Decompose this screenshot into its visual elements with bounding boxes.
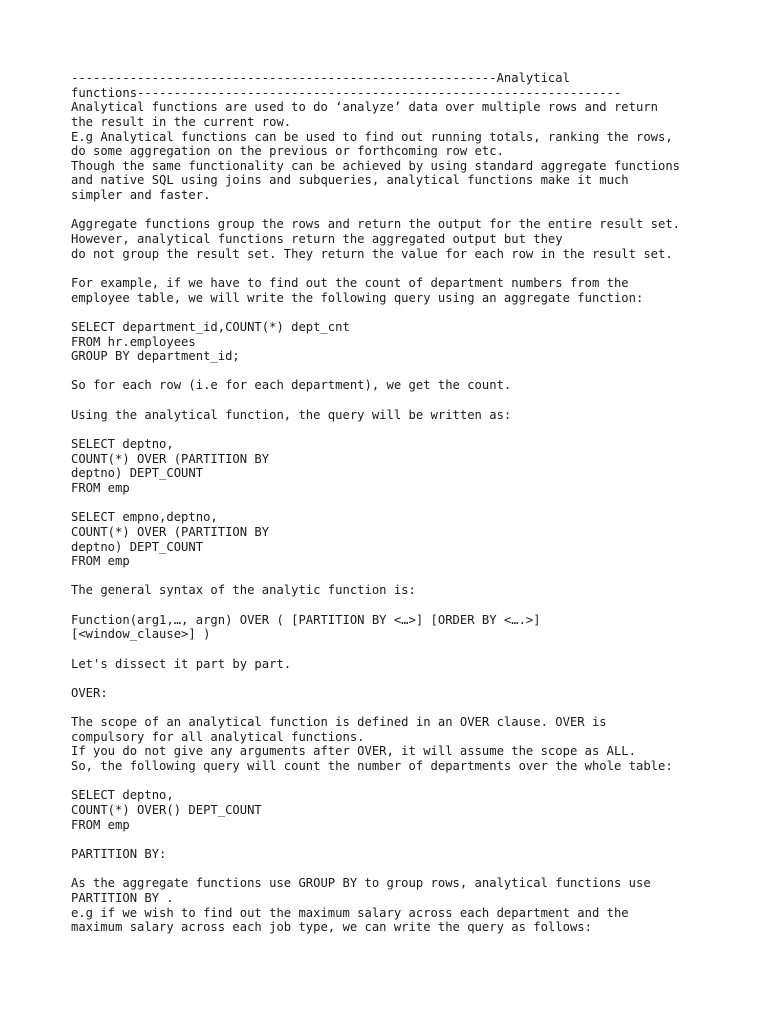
document-line: ----------------------------------------------------------Analytical — [71, 71, 570, 85]
document-line — [71, 598, 711, 613]
document-line — [71, 261, 711, 276]
document-line: OVER: — [71, 685, 108, 700]
document-line: As the aggregate functions use GROUP BY to group rows, analytical functions use — [71, 876, 651, 891]
document-line: functions------------------------------------------------------------------ — [71, 85, 622, 100]
document-line — [71, 422, 711, 437]
document-line — [71, 832, 711, 847]
document-line: Aggregate functions group the rows and return the output for the entire result set. — [71, 217, 681, 232]
document-line: For example, if we have to find out the count of department numbers from the — [71, 275, 629, 290]
document-line: FROM emp — [71, 817, 130, 832]
document-line — [71, 364, 711, 379]
document-line: The scope of an analytical function is defined in an OVER clause. OVER is — [71, 715, 607, 730]
document-line: [<window_clause>] ) — [71, 627, 211, 642]
document-line: the result in the current row. — [71, 114, 292, 129]
document-page — [71, 71, 711, 935]
document-line: FROM emp — [71, 480, 130, 495]
document-line: Analytical functions are used to do ‘analyze’ data over multiple rows and return — [71, 100, 658, 115]
document-line: GROUP BY department_id; — [71, 349, 240, 364]
document-line: employee table, we will write the following query using an aggregate function: — [71, 290, 644, 305]
document-line: PARTITION BY: — [71, 846, 167, 861]
document-line: Function(arg1,…, argn) OVER ( [PARTITION BY <…>] [ORDER BY <….>] — [71, 612, 541, 627]
document-line: e.g if we wish to find out the maximum salary across each department and the — [71, 905, 629, 920]
document-line — [71, 496, 711, 511]
document-line: and native SQL using joins and subqueries, analytical functions make it much — [71, 173, 629, 188]
document-line — [71, 774, 711, 789]
document-line: However, analytical functions return the aggregated output but they — [71, 232, 563, 247]
document-line: SELECT department_id,COUNT(*) dept_cnt — [71, 319, 350, 334]
document-line — [71, 701, 711, 716]
document-line: So for each row (i.e for each department), we get the count. — [71, 378, 512, 393]
document-line: COUNT(*) OVER() DEPT_COUNT — [71, 803, 262, 818]
document-line: do some aggregation on the previous or forthcoming row etc. — [71, 144, 504, 159]
document-line: COUNT(*) OVER (PARTITION BY — [71, 451, 270, 466]
document-line: SELECT empno,deptno, — [71, 510, 218, 525]
document-line — [71, 671, 711, 686]
document-line — [71, 203, 711, 218]
document-line: PARTITION BY . — [71, 890, 174, 905]
document-line — [71, 569, 711, 584]
document-line: deptno) DEPT_COUNT — [71, 466, 204, 481]
document-line: E.g Analytical functions can be used to find out running totals, ranking the rows, — [71, 129, 673, 144]
document-line: SELECT deptno, — [71, 437, 174, 452]
document-line: maximum salary across each job type, we can write the query as follows: — [71, 920, 592, 935]
document-line: do not group the result set. They return the value for each row in the result set. — [71, 246, 673, 261]
document-line: deptno) DEPT_COUNT — [71, 539, 204, 554]
document-line: If you do not give any arguments after OVER, it will assume the scope as ALL. — [71, 744, 636, 759]
document-line — [71, 642, 711, 657]
document-line: FROM emp — [71, 554, 130, 569]
document-line: Using the analytical function, the query will be written as: — [71, 407, 512, 422]
document-line: So, the following query will count the number of departments over the whole table: — [71, 759, 673, 774]
document-line: compulsory for all analytical functions. — [71, 729, 365, 744]
document-line — [71, 862, 711, 877]
document-line: FROM hr.employees — [71, 334, 196, 349]
document-line: The general syntax of the analytic function is: — [71, 583, 416, 598]
document-line — [71, 393, 711, 408]
document-line: Though the same functionality can be achieved by using standard aggregate functions — [71, 158, 681, 173]
document-line: Let's dissect it part by part. — [71, 656, 292, 671]
document-line: SELECT deptno, — [71, 788, 174, 803]
document-line: COUNT(*) OVER (PARTITION BY — [71, 524, 270, 539]
document-line — [71, 305, 711, 320]
document-line: simpler and faster. — [71, 188, 211, 203]
